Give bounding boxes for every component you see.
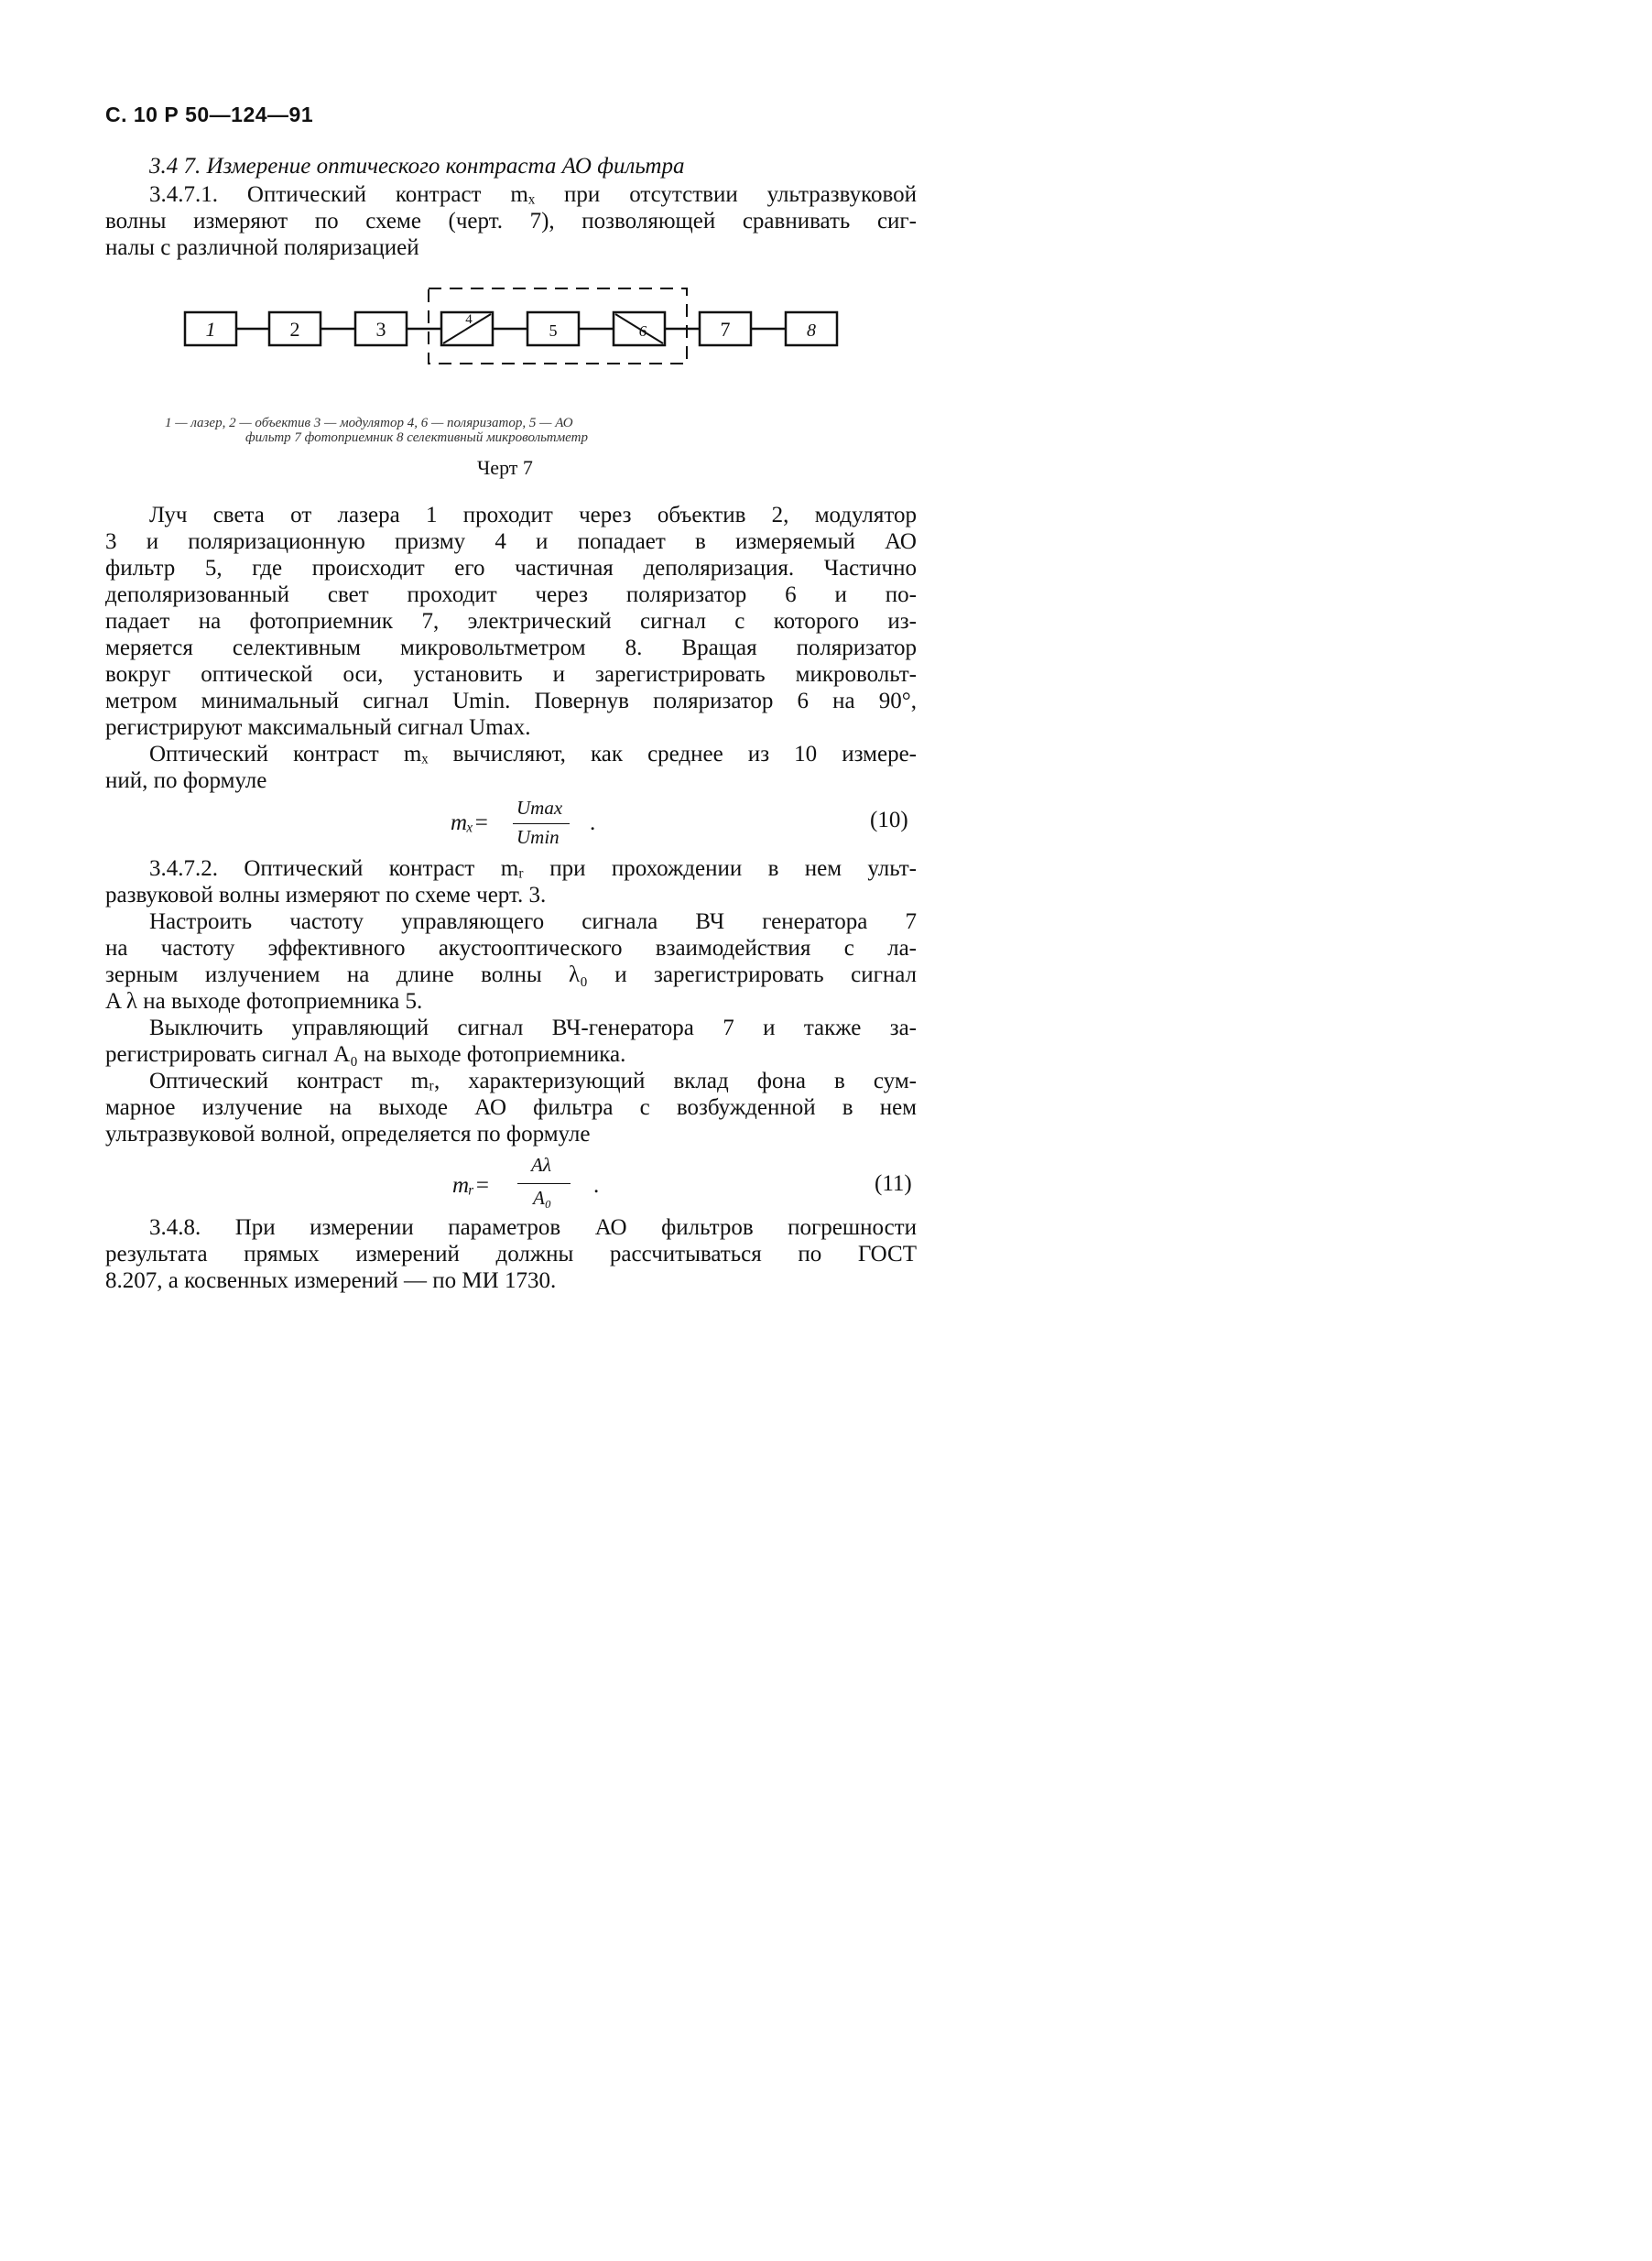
- block-label: 8: [807, 321, 816, 341]
- paragraph-line: падает на фотоприемник 7, электрический сигнал с которого из-: [105, 609, 917, 634]
- paragraph-line: деполяризованный свет проходит через поляризатор 6 и по-: [105, 582, 917, 607]
- paragraph-line: результата прямых измерений должны рассчитываться по ГОСТ: [105, 1242, 917, 1266]
- paragraph-line: Выключить управляющий сигнал ВЧ-генератора 7 и также за-: [149, 1016, 917, 1040]
- paragraph-line: 3.4.8. При измерении параметров АО фильтров погрешности: [149, 1215, 917, 1240]
- paragraph-line: Оптический контраст mₓ вычисляют, как среднее из 10 измере-: [149, 742, 917, 766]
- paragraph-line: Настроить частоту управляющего сигнала ВЧ генератора 7: [149, 909, 917, 934]
- paragraph-line: марное излучение на выходе АО фильтра с возбужденной в нем: [105, 1095, 917, 1120]
- paragraph-line: регистрировать сигнал A₀ на выходе фотоприемника.: [105, 1042, 626, 1067]
- paragraph-line: 3 и поляризационную призму 4 и попадает в измеряемый АО: [105, 529, 917, 554]
- formula-denominator: Umin: [516, 826, 560, 848]
- block-label: 7: [720, 318, 731, 341]
- paragraph-line: на частоту эффективного акустооптического взаимодействия с ла-: [105, 936, 917, 961]
- block-diagram: [174, 279, 852, 371]
- paragraph-line: метром минимальный сигнал Umin. Повернув поляризатор 6 на 90°,: [105, 689, 917, 713]
- formula-tail: .: [590, 810, 596, 835]
- block-label: 1: [205, 318, 216, 341]
- block-label: 3: [375, 318, 386, 341]
- block-label: 5: [549, 321, 558, 340]
- figure-caption-line: фильтр 7 фотоприемник 8 селективный микровольтметр: [245, 430, 588, 445]
- paragraph-line: ультразвуковой волной, определяется по формуле: [105, 1122, 591, 1147]
- block-label: 6: [638, 322, 647, 340]
- paragraph-line: зерным излучением на длине волны λ₀ и зарегистрировать сигнал: [105, 962, 917, 987]
- paragraph-line: развуковой волны измеряют по схеме черт. 3.: [105, 883, 547, 908]
- equation-number: (11): [875, 1171, 912, 1196]
- formula-lhs: mᵣ=: [452, 1173, 491, 1198]
- paragraph-line: Оптический контраст mᵣ, характеризующий вклад фона в сум-: [149, 1069, 917, 1093]
- block-label: 2: [289, 318, 300, 341]
- paragraph-line: A λ на выходе фотоприемника 5.: [105, 989, 423, 1014]
- paragraph-line: волны измеряют по схеме (черт. 7), позволяющей сравнивать сиг-: [105, 209, 917, 234]
- paragraph-line: фильтр 5, где происходит его частичная деполяризация. Частично: [105, 556, 917, 581]
- paragraph-line: регистрируют максимальный сигнал Umax.: [105, 715, 531, 740]
- block-label: 4: [465, 312, 473, 327]
- paragraph-line: меряется селективным микровольтметром 8. Вращая поляризатор: [105, 636, 917, 660]
- paragraph-line: Луч света от лазера 1 проходит через объектив 2, модулятор: [149, 503, 917, 527]
- paragraph-line: налы с различной поляризацией: [105, 235, 419, 260]
- formula-lhs: mₓ=: [451, 810, 490, 835]
- paragraph-line: 3.4.7.1. Оптический контраст mₓ при отсутствии ультразвуковой: [149, 182, 917, 207]
- figure-label: Черт 7: [477, 456, 533, 479]
- formula-numerator: Aλ: [531, 1154, 551, 1176]
- fraction-bar: [513, 823, 570, 824]
- fraction-bar: [517, 1183, 571, 1184]
- figure-caption-line: 1 — лазер, 2 — объектив 3 — модулятор 4, 6 — поляризатор, 5 — АО: [165, 416, 573, 430]
- formula-tail: .: [593, 1173, 600, 1198]
- formula-numerator: Umax: [516, 797, 563, 819]
- paragraph-line: ний, по формуле: [105, 768, 267, 793]
- paragraph-line: 8.207, а косвенных измерений — по МИ 1730.: [105, 1268, 557, 1293]
- paragraph-line: вокруг оптической оси, установить и зарегистрировать микровольт-: [105, 662, 917, 687]
- paragraph-line: 3.4.7.2. Оптический контраст mᵣ при прохождении в нем ульт-: [149, 856, 917, 881]
- page-header: С. 10 Р 50—124—91: [105, 103, 314, 126]
- formula-denominator: A₀: [533, 1187, 552, 1209]
- equation-number: (10): [870, 808, 908, 832]
- section-title: 3.4 7. Измерение оптического контраста АО фильтра: [149, 154, 685, 179]
